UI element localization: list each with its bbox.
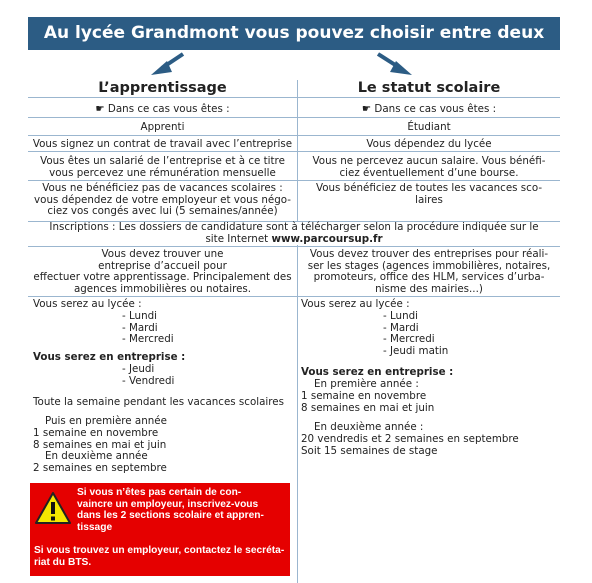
row-divider	[28, 296, 560, 297]
left-company-days: - Jeudi - Vendredi	[122, 363, 175, 387]
warning-text: Si vous n’êtes pas certain de con- vaincre un employeur, inscrivez-vous dans les 2 sections scolaire et appren- tissage	[77, 487, 264, 534]
warning-note: Si vous trouvez un employeur, contactez le secrétа- riat du BTS.	[34, 545, 285, 568]
left-company-head: Vous serez en entreprise :	[33, 351, 186, 363]
right-salary: Vous ne percevez aucun salaire. Vous bénéfi- ciez éventuellement d’une bourse.	[312, 155, 546, 179]
right-intro: ☛ Dans ce cas vous êtes :	[361, 103, 497, 115]
right-school-days: - Lundi - Mardi - Mercredi - Jeudi matin	[383, 310, 449, 357]
arrow-right-icon	[378, 54, 412, 75]
page-title: Au lycée Grandmont vous pouvez choisir entre deux statuts	[28, 17, 560, 50]
left-find: Vous devez trouver une entreprise d’accueil pour effectuer votre apprentissage. Principalement des agences immobilières ou notaires.	[33, 248, 292, 295]
inscriptions-note: Inscriptions : Les dossiers de candidature sont à télécharger selon la procédure indiquée sur le site Internet www.parcoursup.fr	[28, 222, 560, 245]
left-year2-head: En deuxième année	[45, 450, 148, 462]
right-find: Vous devez trouver des entreprises pour réali- ser les stages (agences immobilières, notaires, promoteurs, office des HLM, services d’urba- nisme des mairies...)	[307, 248, 551, 295]
right-year1-head: En première année :	[314, 378, 419, 390]
left-school-days: - Lundi - Mardi - Mercredi	[122, 310, 174, 346]
apprentissage-title: L’apprentissage	[98, 80, 227, 96]
right-year1-items: 1 semaine en novembre 8 semaines en mai et juin	[301, 390, 435, 414]
left-contract: Vous signez un contrat de travail avec l’entreprise	[32, 138, 293, 150]
arrow-left-icon	[151, 54, 183, 75]
row-divider	[28, 135, 560, 136]
left-school-head: Vous serez au lycée :	[33, 298, 142, 310]
left-holidays: Vous ne bénéficiez pas de vacances scolaires : vous dépendez de votre employeur et vous négo- ciez vos congés avec lui (5 semaines/année)	[34, 182, 291, 218]
website-link[interactable]: www.parcoursup.fr	[271, 232, 383, 245]
left-salary: Vous êtes un salarié de l’entreprise et à ce titre vous percevez une rémunération mensuelle	[40, 155, 285, 179]
right-company-head: Vous serez en entreprise :	[301, 366, 454, 378]
row-divider	[28, 246, 560, 247]
right-status: Étudiant	[407, 121, 451, 133]
statut-scolaire-title: Le statut scolaire	[357, 80, 501, 96]
row-divider	[28, 97, 560, 98]
row-divider	[28, 180, 560, 181]
left-year1-head: Puis en première année	[45, 415, 167, 427]
arrows-graphic	[0, 0, 592, 90]
warning-triangle-icon	[34, 491, 72, 525]
left-year1-items: 1 semaine en novembre 8 semaines en mai et juin	[33, 427, 167, 451]
left-status: Apprenti	[140, 121, 185, 133]
row-divider	[28, 117, 560, 118]
left-year2-items: 2 semaines en septembre	[33, 462, 167, 474]
left-holiday-week: Toute la semaine pendant les vacances scolaires	[33, 396, 285, 408]
right-school-head: Vous serez au lycée :	[301, 298, 410, 310]
warning-box	[30, 483, 290, 576]
right-year2-head: En deuxième année :	[314, 421, 424, 433]
left-intro: ☛ Dans ce cas vous êtes :	[95, 103, 230, 115]
right-holidays: Vous bénéficiez de toutes les vacances sco- laires	[315, 182, 543, 206]
right-contract: Vous dépendez du lycée	[366, 138, 492, 150]
right-year2-items: 20 vendredis et 2 semaines en septembre Soit 15 semaines de stage	[301, 433, 519, 457]
row-divider	[28, 151, 560, 152]
